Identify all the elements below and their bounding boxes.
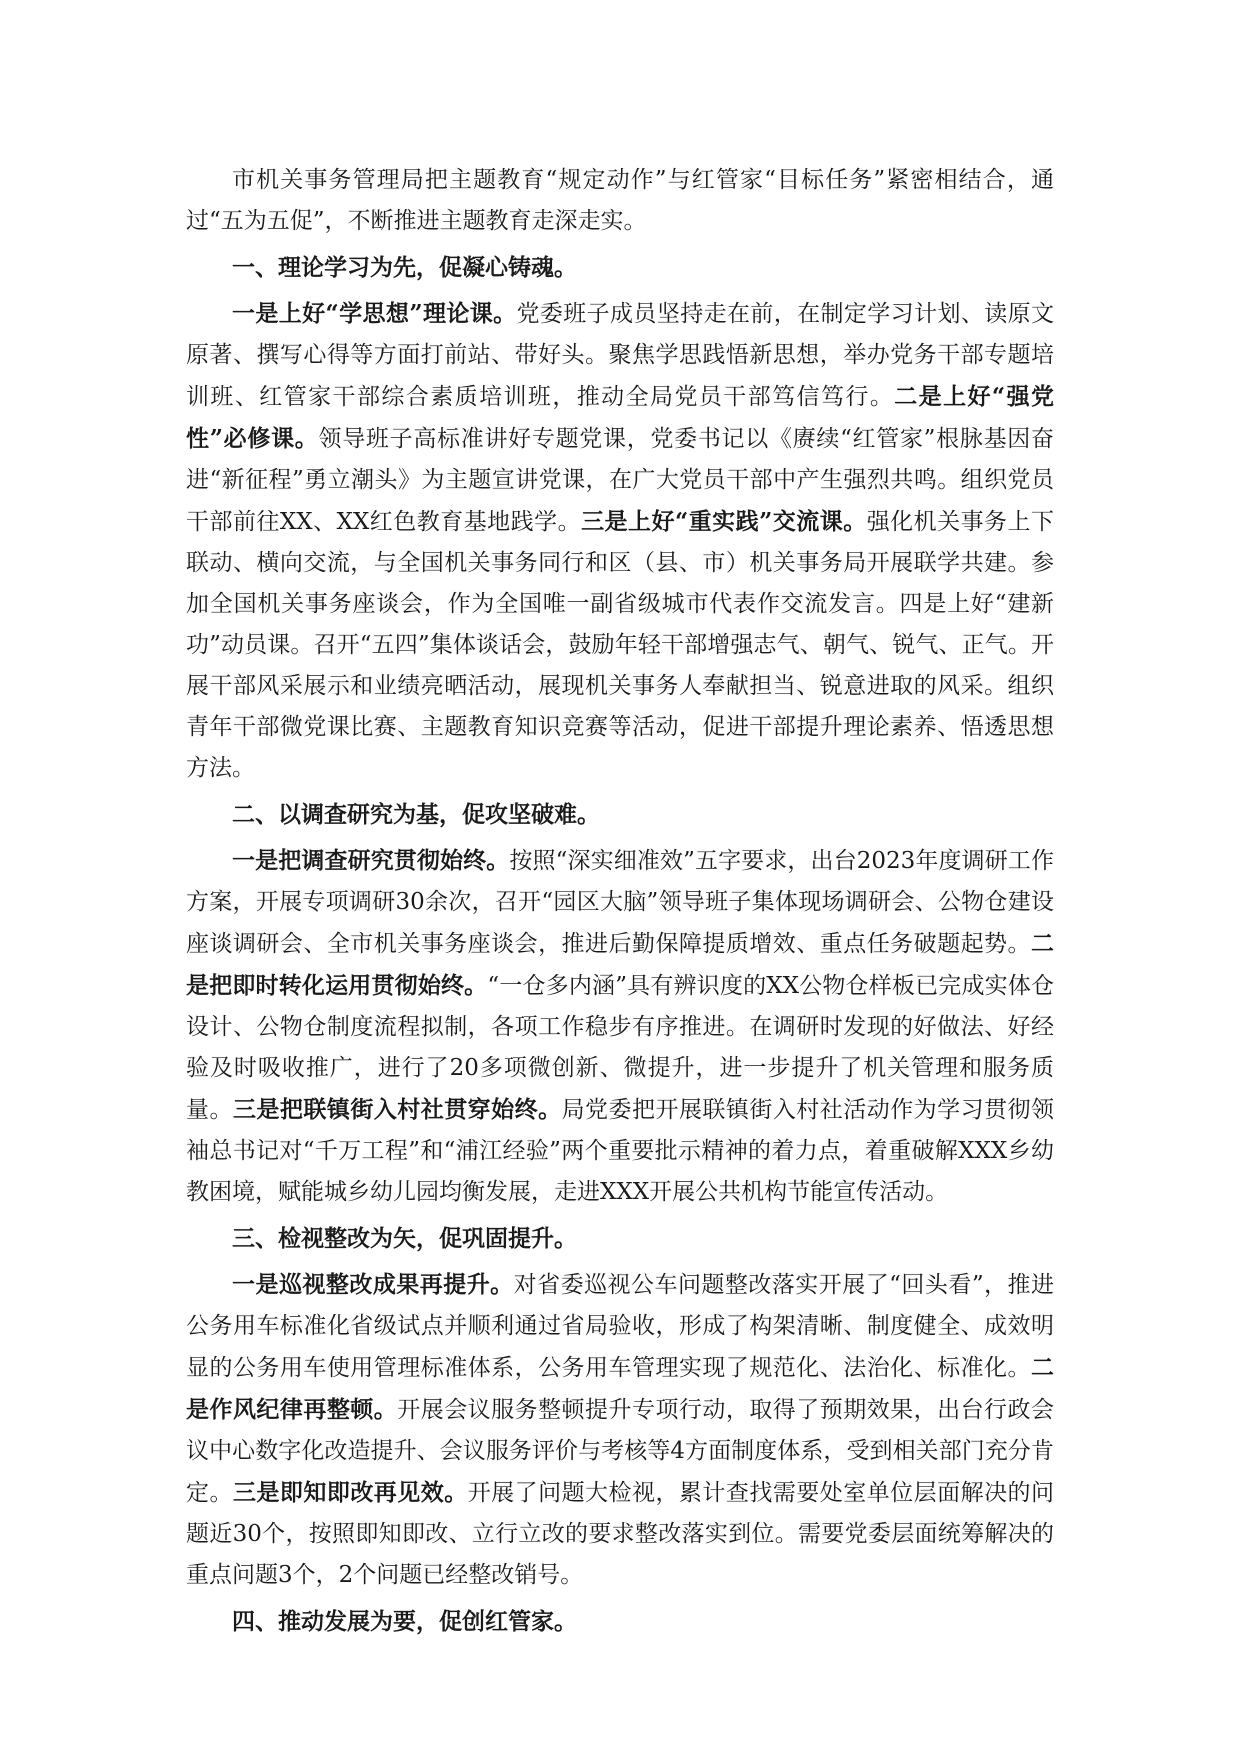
section-2-point-2-title: 二是把即时转化运用贯彻始终。 [186,930,1054,999]
section-3-point-1-title: 一是巡视整改成果再提升。 [232,1271,514,1298]
section-2-point-1-text: 按照“深实细准效”五字要求，出台2023年度调研工作方案，开展专项调研30余次，召开“园区大脑”领导班子集体现场调研会、公物仓建设座谈调研会、全市机关事务座谈会，推进后勤保障提质增效、重点任务破题起势。 [186,848,1054,957]
section-1-point-1-text: 党委班子成员坚持走在前，在制定学习计划、读原文原著、撰写心得等方面打前站、带好头。聚焦学思践悟新思想，举办党务干部专题培训班、红管家干部综合素质培训班，推动全局党员干部笃信笃行。 [186,301,1055,410]
section-2-heading: 二、以调查研究为基，促攻坚破难。 [232,801,600,828]
section-1-point-2-text: 领导班子高标准讲好专题党课，党委书记以《赓续“红管家”根脉基因奋进“新征程”勇立潮头》为主题宣讲党课，在广大党员干部中产生强烈共鸣。组织党员干部前往XX、XX红色教育基地践学。 [186,426,1054,535]
section-3-paragraph [186,1264,1054,1596]
section-2-point-2-text: “一仓多内涵”具有辨识度的XX公物仓样板已完成实体仓设计、公物仓制度流程拟制，各项工作稳步有序推进。在调研时发现的好做法、好经验及时吸收推广，进行了20多项微创新、微提升，进一步提升了机关管理和服务质量。 [186,973,1055,1123]
document-body [186,160,1054,1647]
section-3-point-3-title: 三是即知即改再见效。 [232,1479,468,1506]
section-1-paragraph [186,293,1054,789]
section-3-heading: 三、检视整改为矢，促巩固提升。 [232,1225,577,1252]
section-1-point-3-title: 三是上好“重实践”交流课。 [581,508,867,535]
section-1-point-1-title: 一是上好“学思想”理论课。 [232,300,517,327]
section-3-point-2-title: 二是作风纪律再整顿。 [186,1354,1054,1423]
section-1-heading: 一、理论学习为先，促凝心铸魂。 [232,254,577,281]
section-3-point-2-text: 开展会议服务整顿提升专项行动，取得了预期效果，出台行政会议中心数字化改造提升、会议服务评价与考核等4方面制度体系，受到相关部门充分肯定。 [186,1397,1055,1506]
section-3-point-3-text: 开展了问题大检视，累计查找需要处室单位层面解决的问题近30个，按照即知即改、立行立改的要求整改落实到位。需要党委层面统筹解决的重点问题3个，2个问题已经整改销号。 [186,1480,1055,1588]
intro-paragraph [186,160,1054,242]
section-1-point-3-text: 强化机关事务上下联动、横向交流，与全国机关事务同行和区（县、市）机关事务局开展联学共建。参加全国机关事务座谈会，作为全国唯一副省级城市代表作交流发言。四是上好“建新功”动员课。召开“五四”集体谈话会，鼓励年轻干部增强志气、朝气、锐气、正气。开展干部风采展示和业绩亮晒活动，展现机关事务人奉献担当、锐意进取的风采。组织青年干部微党课比赛、主题教育知识竞赛等活动，促进干部提升理论素养、悟透思想方法。 [186,509,1054,781]
section-2-point-3-text: 局党委把开展联镇街入村社活动作为学习贯彻领袖总书记对“千万工程”和“浦江经验”两个重要批示精神的着力点，着重破解XXX乡幼教困境，赋能城乡幼儿园均衡发展，走进XXX开展公共机构节能宣传活动。 [186,1097,1055,1205]
section-2-point-1-title: 一是把调查研究贯彻始终。 [232,847,510,874]
section-2-point-3-title: 三是把联镇街入村社贯穿始终。 [232,1096,562,1123]
intro-text: 市机关事务管理局把主题教育“规定动作”与红管家“目标任务”紧密相结合，通过“五为五促”，不断推进主题教育走深走实。 [186,167,1054,234]
section-2-paragraph [186,840,1054,1213]
section-4-heading: 四、推动发展为要，促创红管家。 [232,1608,577,1635]
section-1-point-2-title: 二是上好“强党性”必修课。 [186,383,1054,452]
section-3-point-1-text: 对省委巡视公车问题整改落实开展了“回头看”，推进公务用车标准化省级试点并顺利通过省局验收，形成了构架清晰、制度健全、成效明显的公务用车使用管理标准体系，公务用车管理实现了规范化、法治化、标准化。 [186,1272,1054,1381]
